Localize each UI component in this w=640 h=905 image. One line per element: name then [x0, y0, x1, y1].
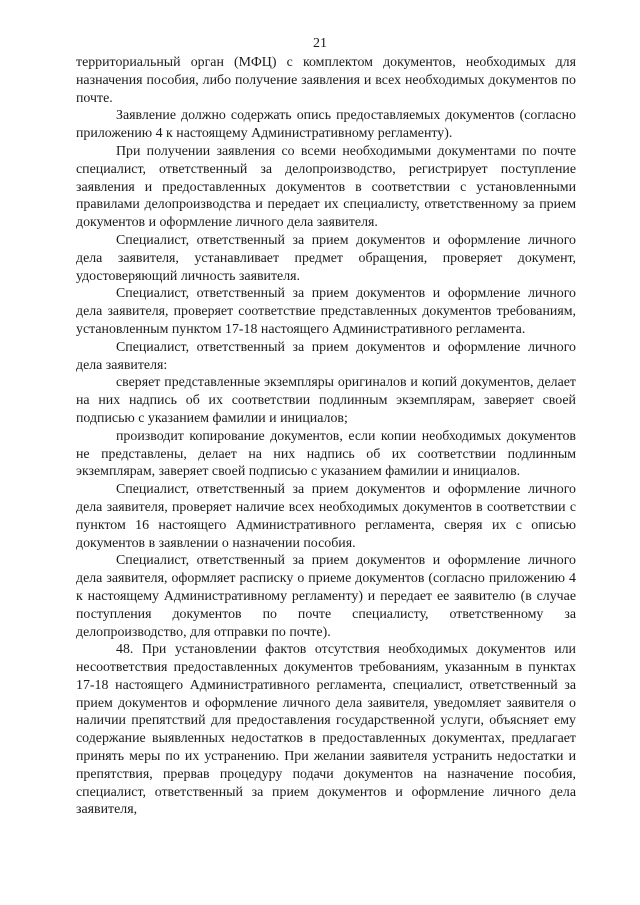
paragraph-postal-registration: При получении заявления со всеми необходимыми документами по почте специалист, ответственный за делопроизводство, регистрирует поступление заявления и предоставленных документов в соответствии с установленными правилами делопроизводства и передает их специалисту, ответственному за прием документов и оформление личного дела заявителя. [76, 143, 576, 231]
paragraph-compliance-check: Специалист, ответственный за прием документов и оформление личного дела заявителя, проверяет соответствие представленных документов требованиям, установленным пунктом 17-18 настоящего Административного регламента. [76, 286, 576, 337]
paragraph-make-copies: производит копирование документов, если копии необходимых документов не представлены, делает на них надпись об их соответствии подлинным экземплярам, заверяет своей подписью с указанием фамилии и инициалов. [76, 428, 576, 480]
paragraph-completeness-check: Специалист, ответственный за прием документов и оформление личного дела заявителя, проверяет наличие всех необходимых документов в соответствии с пунктом 16 настоящего Административного регламента, сверяя их с описью документов в заявлении о назначении пособия. [76, 482, 576, 551]
page-number: 21 [313, 36, 327, 51]
paragraph-verify-originals: сверяет представленные экземпляры оригиналов и копий документов, делает на них надпись об их соответствии подлинным экземплярам, заверяет своей подписью с указанием фамилии и инициалов; [76, 375, 576, 426]
paragraph-inventory-requirement: Заявление должно содержать опись предоставляемых документов (согласно приложению 4 к настоящему Административному регламенту). [76, 108, 576, 142]
paragraph-receipt-issuance: Специалист, ответственный за прием документов и оформление личного дела заявителя, оформляет расписку о приеме документов (согласно приложению 4 к настоящему Административному регламенту) и передает ее заявителю (в случае поступления документов по почте специалисту, ответственному за делопроизводство, для отправки по почте). [76, 553, 576, 640]
paragraph-specialist-duties-intro: Специалист, ответственный за прием документов и оформление личного дела заявителя: [76, 339, 576, 373]
paragraph-identity-check: Специалист, ответственный за прием документов и оформление личного дела заявителя, устанавливает предмет обращения, проверяет документ, удостоверяющий личность заявителя. [76, 232, 576, 284]
paragraph-mfc-continuation: территориальный орган (МФЦ) с комплектом документов, необходимых для назначения пособия, либо получение заявления и всех необходимых документов по почте. [76, 55, 576, 106]
page-body-text [76, 54, 576, 819]
paragraph-section-48: 48. При установлении фактов отсутствия необходимых документов или несоответствия предоставленных документов требованиям, указанным в пунктах 17-18 настоящего Административного регламента, специалист, ответственный за прием документов и оформление личного дела заявителя, уведомляет заявителя о наличии препятствий для предоставления государственной услуги, объясняет ему содержание выявленных недостатков в предоставленных документах, предлагает принять меры по их устранению. При желании заявителя устранить недостатки и препятствия, прервав процедуру подачи документов на назначение пособия, специалист, ответственный за прием документов и оформление личного дела заявителя, [76, 642, 576, 818]
